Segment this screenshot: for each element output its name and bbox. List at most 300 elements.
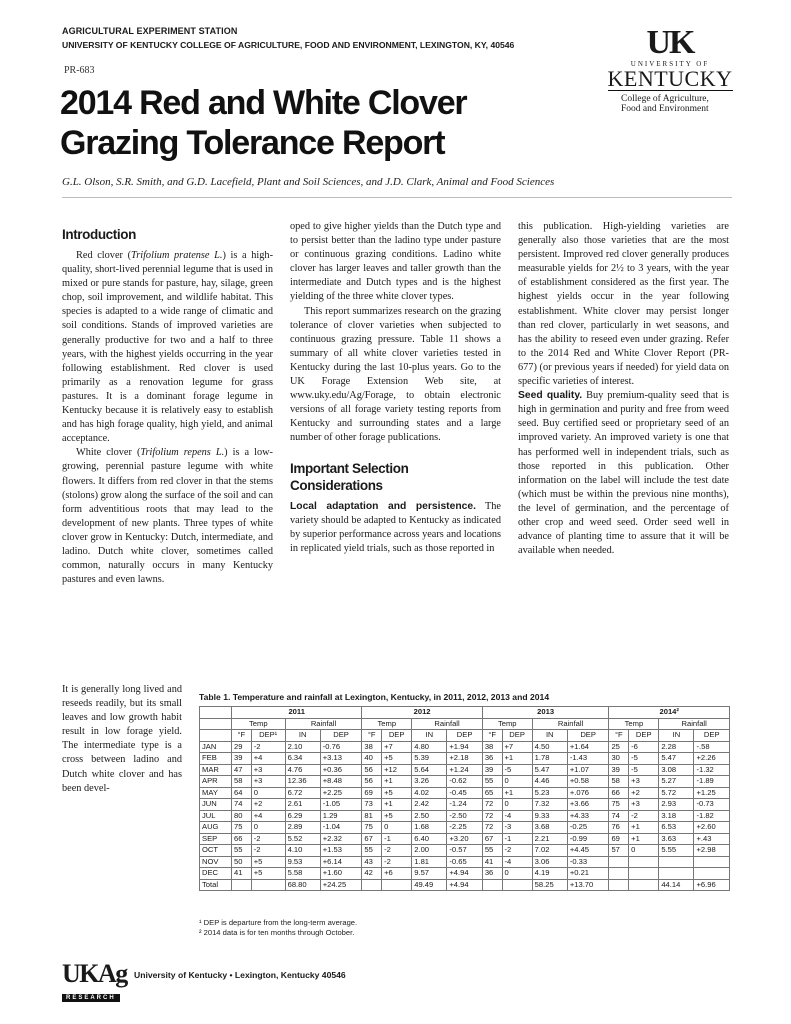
logo-college-line1: College of Agriculture, [621,94,709,104]
table-cell: +2.18 [447,753,482,765]
table-cell: +3.66 [567,799,609,811]
month-cell: Total [200,879,232,891]
table-cell: -2 [502,845,532,857]
table-cell: 55 [482,776,502,788]
table-cell: -2 [629,810,659,822]
table-cell: 49.49 [412,879,447,891]
seed-quality-text: Buy premium-quality seed that is high in germination and purity and free from weed seed. Buy certified seed or proprietary seed of an improved variety. An improved variety is one that has performed well in independent trials, such as those reported in this publication. Other information on the label will include the test date (which must be within the previous nine months), the level of germination, and the percentage of other crop and weed seed. Order seed well in advance of planting time to assure that it will be available when needed. [518,390,729,557]
table-cell: 2.93 [659,799,694,811]
column-header: IN [285,730,320,742]
month-cell: JUN [200,799,232,811]
table-cell [629,879,659,891]
table-cell: 36 [482,868,502,880]
table-cell: 1.78 [532,753,567,765]
column-1-narrow [62,683,182,796]
intro-paragraph-1 [62,249,273,446]
footnote-1: ¹ DEP is departure from the long-term average. [199,918,358,927]
table-cell: +4.94 [447,879,482,891]
table-cell: 5.23 [532,787,567,799]
table-cell: 38 [482,741,502,753]
table-cell: -1.24 [447,799,482,811]
table-cell: +24.25 [320,879,362,891]
table-cell [362,879,382,891]
table-cell: 39 [232,753,252,765]
table-row [200,845,730,857]
table-cell: 5.27 [659,776,694,788]
title-line2: Grazing Tolerance Report [60,124,445,162]
table-cell: -2.50 [447,810,482,822]
table-cell [232,879,252,891]
temp-header: Temp [232,718,286,730]
table-row [200,764,730,776]
column-header: DEP [629,730,659,742]
table-cell: +2.60 [694,822,730,834]
table-cell: +0.58 [567,776,609,788]
table-cell: 4.50 [532,741,567,753]
table-corner-cell [200,730,232,742]
table-row [200,741,730,753]
table-cell: -2 [251,741,285,753]
table-cell [694,856,730,868]
table-row [200,810,730,822]
table-cell [609,856,629,868]
table-cell: 4.80 [412,741,447,753]
table-cell: -2 [382,845,412,857]
table-cell: 2.42 [412,799,447,811]
intro-paragraph-2-cont: It is generally long lived and reseeds readily, but its small leaves and low growth habit result in low forage yield. The intermediate type is a cross between ladino and Dutch white clover and has been devel- [62,684,182,794]
table-cell: +5 [382,753,412,765]
weather-table [199,706,730,891]
column-header: IN [532,730,567,742]
table-cell: -1.82 [694,810,730,822]
table-cell: 7.32 [532,799,567,811]
table-cell: -3 [502,822,532,834]
selection-heading [290,460,501,494]
table-cell: 67 [482,833,502,845]
table-cell: +5 [382,787,412,799]
year-2013: 2013 [482,707,609,719]
table-cell: 65 [482,787,502,799]
table-cell: 41 [232,868,252,880]
table-cell: 12.36 [285,776,320,788]
table-cell: 2.21 [532,833,567,845]
local-adaptation-heading: Local adaptation and persistence. [290,500,476,512]
table-cell: -2.25 [447,822,482,834]
table-cell: -0.25 [567,822,609,834]
table-cell: -0.45 [447,787,482,799]
table-cell: 9.57 [412,868,447,880]
intro-p1-a: Red clover ( [76,250,132,261]
column-header: DEP [382,730,412,742]
table-cell: 58 [232,776,252,788]
table-cell: 55 [232,845,252,857]
table-row [200,879,730,891]
table-cell: +1 [629,822,659,834]
rainfall-header: Rainfall [532,718,609,730]
table-cell: -4 [502,810,532,822]
table-cell: 1.81 [412,856,447,868]
table-cell: +4.33 [567,810,609,822]
column-header: DEP [447,730,482,742]
table-cell: +1 [502,787,532,799]
table-cell: +6 [382,868,412,880]
table-cell: +5 [251,868,285,880]
table-cell: 50 [232,856,252,868]
selection-heading-line1: Important Selection [290,460,409,476]
column-header: IN [412,730,447,742]
table-cell: +2.98 [694,845,730,857]
table-cell: 5.52 [285,833,320,845]
research-logo-bar: RESEARCH [62,994,120,1002]
table-cell: +6.96 [694,879,730,891]
table-cell: +6.14 [320,856,362,868]
month-cell: MAY [200,787,232,799]
table-cell: 5.58 [285,868,320,880]
column-1 [62,226,273,587]
table-cell: 5.72 [659,787,694,799]
month-cell: APR [200,776,232,788]
ukag-logo-word: UKAg [62,959,127,988]
table-cell: -5 [629,753,659,765]
table-cell: 38 [362,741,382,753]
column-3 [518,220,729,558]
intro-paragraph-3: This report summarizes research on the grazing tolerance of clover varieties when subjected to continuous grazing pressure. Table 11 shows a summary of all white clover varieties tested in Kentucky during the last 10-plus years. Go to the UK Forage Extension Web site, at www.uky.edu/Ag/Forage, to obtain electronic versions of all forage variety testing reports from Kentucky and surrounding states and a large number of other forage publications. [290,305,501,444]
table-cell [629,868,659,880]
uk-logo-mark: UK [646,24,694,61]
table-cell: +13.70 [567,879,609,891]
table-cell: +5 [251,856,285,868]
intro-p2-a: White clover ( [76,447,141,459]
table-cell: 56 [362,776,382,788]
table-cell: 2.28 [659,741,694,753]
intro-paragraph-2 [62,446,273,587]
table-cell: 3.18 [659,810,694,822]
table-cell: 42 [362,868,382,880]
seed-quality-heading: Seed quality. [518,390,583,402]
table-cell [694,868,730,880]
temp-header: Temp [482,718,532,730]
table-cell: 69 [362,787,382,799]
table-row [200,776,730,788]
table-cell: 2.00 [412,845,447,857]
month-cell: SEP [200,833,232,845]
rainfall-header: Rainfall [659,718,730,730]
table-cell [382,879,412,891]
table-cell: 2.50 [412,810,447,822]
table-cell: -2 [251,833,285,845]
table-cell: 66 [609,787,629,799]
table-cell: 0 [251,822,285,834]
table-cell: 58.25 [532,879,567,891]
table-cell: 67 [362,833,382,845]
year-2014: 2014² [609,707,730,719]
table-cell: +3 [629,776,659,788]
table-cell: 9.33 [532,810,567,822]
publication-number: PR-683 [64,65,95,76]
table-cell: -0.73 [694,799,730,811]
table-row [200,868,730,880]
table-cell: 68.80 [285,879,320,891]
table-cell: +1.94 [447,741,482,753]
table-cell: +3 [251,776,285,788]
table-cell: 7.02 [532,845,567,857]
table-cell: 39 [609,764,629,776]
table-cell: 73 [362,799,382,811]
year-2011: 2011 [232,707,362,719]
table-corner-cell [200,718,232,730]
table-row [200,833,730,845]
table-cell: 5.39 [412,753,447,765]
table-cell: +1 [502,753,532,765]
table-cell: 41 [482,856,502,868]
table-cell: 74 [609,810,629,822]
table-cell [502,879,532,891]
logo-college [605,94,735,114]
table-cell: 1.68 [412,822,447,834]
table-cell: 0 [502,776,532,788]
table-cell: 30 [609,753,629,765]
page-title [60,83,580,163]
table-cell: 36 [482,753,502,765]
table-cell: -1.05 [320,799,362,811]
table-cell: -.58 [694,741,730,753]
table-cell: -0.62 [447,776,482,788]
table-cell: 75 [609,799,629,811]
table-cell: 57 [609,845,629,857]
month-cell: JAN [200,741,232,753]
table-cell [482,879,502,891]
selection-heading-line2: Considerations [290,477,383,493]
table-cell: 81 [362,810,382,822]
table-cell: 6.29 [285,810,320,822]
table-cell: +0.21 [567,868,609,880]
table-cell: 55 [482,845,502,857]
table-cell [629,856,659,868]
table-cell [609,868,629,880]
table-cell: 47 [232,764,252,776]
table-cell: -0.99 [567,833,609,845]
local-adaptation-text: The variety should be adapted to Kentucky as indicated by superior performance across years and locations in replicated yield trials, such as those reported in [290,500,502,554]
column-header: IN [659,730,694,742]
table-cell: +1.64 [567,741,609,753]
table-cell: -1 [502,833,532,845]
local-adaptation-cont: this publication. High-yielding varieties are generally also those varieties that are the most persistent. Improved red clover generally produces measurable yields for 2½ to 3 years, with the year of establishment considered as the first year. The highest yields occur in the year following establishment. White clover may persist longer than red clover, particularly in wet seasons, and has the ability to reseed even under grazing. Refer to the 2014 Red and White Clover Report (PR-677) (or previous years if needed) for yield data on specific varieties of interest. [518,221,729,388]
table-cell: 72 [482,810,502,822]
table-cell: +1.24 [447,764,482,776]
title-line1: 2014 Red and White Clover [60,84,467,122]
table-cell: -0.76 [320,741,362,753]
table-cell: +2 [251,799,285,811]
college-header: UNIVERSITY OF KENTUCKY COLLEGE OF AGRICULTURE, FOOD AND ENVIRONMENT, LEXINGTON, KY, 40546 [62,40,515,50]
table-cell: -1.89 [694,776,730,788]
table-cell: +2.32 [320,833,362,845]
temp-header: Temp [609,718,659,730]
month-cell: AUG [200,822,232,834]
column-header: °F [232,730,252,742]
table-cell: +2 [629,787,659,799]
table-cell: +0.36 [320,764,362,776]
table-cell: +1 [382,799,412,811]
table-cell: 76 [609,822,629,834]
table-cell: 69 [609,833,629,845]
table-cell: +.43 [694,833,730,845]
table-cell: 3.63 [659,833,694,845]
introduction-heading: Introduction [62,227,136,242]
month-cell: DEC [200,868,232,880]
table-cell: +7 [382,741,412,753]
table-cell: 1.29 [320,810,362,822]
table-cell: +4 [251,753,285,765]
table-cell: +4 [251,810,285,822]
table-cell: +2.25 [320,787,362,799]
table-cell: 4.46 [532,776,567,788]
table-cell: 5.64 [412,764,447,776]
table-cell: -6 [629,741,659,753]
table-cell: +12 [382,764,412,776]
table-cell: 5.55 [659,845,694,857]
table-cell [609,879,629,891]
intro-p2-b: ) is a low-growing, perennial pasture legume with white flowers. It differs from red clover in that the stems (stolons) grow along the surface of the soil and can form adventitious roots that may lead to the development of new plants. Three types of white clover grow in Kentucky: Dutch, intermediate, and ladino. Dutch white clover, sometimes called common, naturally occurs in many Kentucky pastures and even lawns. [62,447,273,586]
table-row [200,822,730,834]
table-cell: -5 [629,764,659,776]
table-cell: 72 [482,799,502,811]
table-cell: 80 [232,810,252,822]
table-cell: 58 [609,776,629,788]
table-cell: 66 [232,833,252,845]
logo-kentucky: KENTUCKY [607,66,733,91]
table-cell: 4.02 [412,787,447,799]
table-row [200,787,730,799]
table-cell: 56 [362,764,382,776]
month-cell: FEB [200,753,232,765]
table-cell: 25 [609,741,629,753]
month-cell: OCT [200,845,232,857]
table-cell [659,856,694,868]
table-cell: 0 [251,787,285,799]
header-divider [62,197,732,198]
table-title: Table 1. Temperature and rainfall at Lexington, Kentucky, in 2011, 2012, 2013 and 2014 [199,692,550,702]
temp-header: Temp [362,718,412,730]
table-cell: +3 [629,799,659,811]
table-cell: -0.65 [447,856,482,868]
intro-p1-b: ) is a high-quality, short-lived perennial legume that is used in mixed or pure stands for pasture, hay, silage, green chop, soil improvement, and wildlife habitat. This species is adapted to a wide range of climatic and soil conditions. Stands of improved varieties are generally productive for two and a half to three years, with the highest yields occurring in the year following establishment. Red clover is used primarily as a renovation legume for grass pastures. It is a dominant forage legume in Kentucky because it is relatively easy to establish and has high forage quality, high yield, and animal acceptance. [62,250,273,445]
table-cell: 0 [502,868,532,880]
column-header: DEP [567,730,609,742]
month-cell: JUL [200,810,232,822]
table-cell: +3 [251,764,285,776]
column-header: °F [609,730,629,742]
table-cell: 6.72 [285,787,320,799]
uk-logo [605,26,735,114]
table-year-row [200,707,730,719]
authors: G.L. Olson, S.R. Smith, and G.D. Lacefield, Plant and Soil Sciences, and J.D. Clark, Animal and Food Sciences [62,176,555,188]
rainfall-header: Rainfall [285,718,362,730]
month-cell: NOV [200,856,232,868]
table-cell: -5 [502,764,532,776]
table-row [200,856,730,868]
table-cell: 9.53 [285,856,320,868]
year-2012: 2012 [362,707,482,719]
table-cell: 6.53 [659,822,694,834]
table-cell: 0 [382,822,412,834]
table-cell: 0 [502,799,532,811]
table-cell: 6.34 [285,753,320,765]
ukag-research-logo [62,959,127,1004]
logo-university-of: UNIVERSITY OF [630,60,710,68]
table-cell: -2 [251,845,285,857]
logo-college-line2: Food and Environment [621,104,709,114]
rainfall-header: Rainfall [412,718,483,730]
column-header: DEP¹ [251,730,285,742]
table-cell: +4.94 [447,868,482,880]
table-cell: 4.19 [532,868,567,880]
table-cell: 44.14 [659,879,694,891]
month-cell: MAR [200,764,232,776]
table-cell: 75 [232,822,252,834]
table-cell: -1.43 [567,753,609,765]
column-header: °F [362,730,382,742]
table-cell: -1.04 [320,822,362,834]
table-cell: 4.10 [285,845,320,857]
table-cell: 3.08 [659,764,694,776]
table-cell: -0.33 [567,856,609,868]
table-cell: +3.13 [320,753,362,765]
table-cell: +.076 [567,787,609,799]
table-cell: -0.57 [447,845,482,857]
intro-paragraph-2-end: oped to give higher yields than the Dutch type and to persist better than the ladino type under pasture or continuous grazing conditions. Ladino white clover has larger leaves and taller growth than the intermediate and Dutch types and is the highest yielding of the three white clover types. [290,221,501,303]
table-cell: -4 [502,856,532,868]
table-corner-cell [200,707,232,719]
table-cell: 55 [362,845,382,857]
table-cell: 74 [232,799,252,811]
table-cell: +1.25 [694,787,730,799]
table-cell: 3.68 [532,822,567,834]
table-cell [251,879,285,891]
footer-address: University of Kentucky • Lexington, Kentucky 40546 [134,970,346,980]
table-cell: 2.61 [285,799,320,811]
table-cell: 5.47 [659,753,694,765]
table-cell: 75 [362,822,382,834]
table-cell: 29 [232,741,252,753]
column-header: DEP [694,730,730,742]
table-cell [659,868,694,880]
table-cell: +8.48 [320,776,362,788]
table-cell: +1.07 [567,764,609,776]
column-2 [290,220,501,556]
table-cell: 5.47 [532,764,567,776]
table-cell: +1.60 [320,868,362,880]
column-header: DEP [320,730,362,742]
table-group-row [200,718,730,730]
column-header: DEP [502,730,532,742]
table-cell: 72 [482,822,502,834]
table-cell: 39 [482,764,502,776]
table-cell: 2.10 [285,741,320,753]
table-cell: 0 [629,845,659,857]
table-cell: -1 [382,833,412,845]
table-cell: 3.26 [412,776,447,788]
table-cell: +3.20 [447,833,482,845]
column-header: °F [482,730,502,742]
table-cell: 64 [232,787,252,799]
table-cell: +2.26 [694,753,730,765]
table-cell: 43 [362,856,382,868]
table-cell: 3.06 [532,856,567,868]
table-cell: +7 [502,741,532,753]
table-cell: +5 [382,810,412,822]
table-cell: 2.89 [285,822,320,834]
table-row [200,753,730,765]
